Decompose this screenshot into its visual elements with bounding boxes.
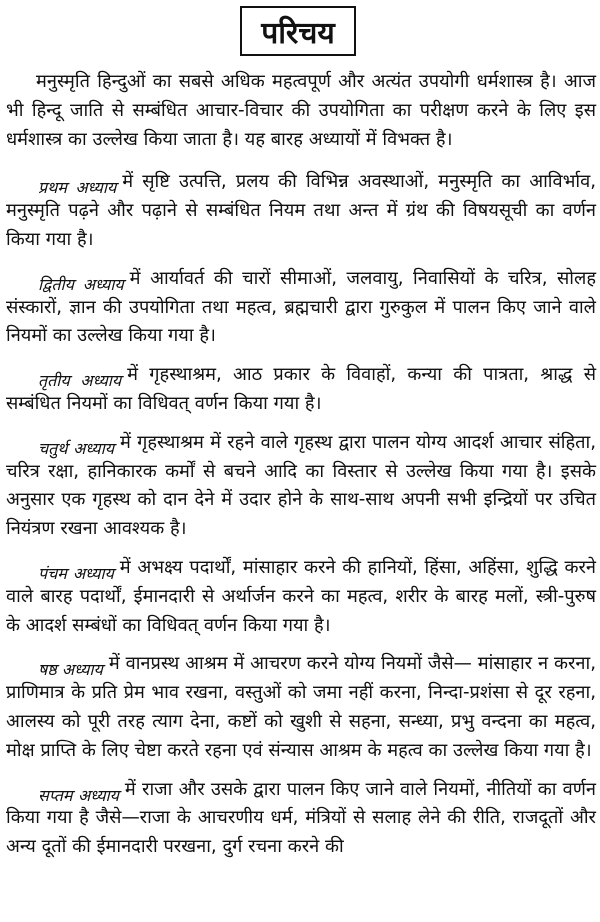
chapter-text: में अभक्ष्य पदार्थों, मांसाहार करने की हानियों, हिंसा, अहिंसा, शुद्धि करने वाले बारह पदार्थों, ईमानदारी से अर्थार्जन करने का महत्व, शरीर के बारह मलों, स्त्री-पुरुष के आदर्श सम्बंधों का विधिवत् वर्णन किया गया है। [6,556,596,636]
chapter-text: में सृष्टि उत्पत्ति, प्रलय की विभिन्न अवस्थाओं, मनुस्मृति का आविर्भाव, मनुस्मृति पढ़ने और पढ़ाने से सम्बंधित नियम तथा अन्त में ग्रंथ की विषयसूची का वर्णन किया गया है। [6,171,596,250]
chapter-text: में आर्यावर्त की चारों सीमाओं, जलवायु, निवासियों के चरित्र, सोलह संस्कारों, ज्ञान की उपयोगिता तथा महत्व, ब्रह्मचारी द्वारा गुरुकुल में पालन किए जाने वाले नियमों का उल्लेख किया गया है। [6,267,597,347]
chapter-label: सप्तम अध्याय [38,785,119,805]
chapter-text: में राजा और उसके द्वारा पालन किए जाने वाले नियमों, नीतियों का वर्णन किया गया है जैसे—राजा के आचरणीय धर्म, मंत्रियों से सलाह लेने की रीति, राजदूतों और अन्य दूतों की ईमानदारी परखना, दुर्ग रचना करने की [6,778,596,858]
chapter-paragraph-2 [6,265,596,351]
chapter-text: में गृहस्थाश्रम, आठ प्रकार के विवाहों, कन्या की पात्रता, श्राद्ध से सम्बंधित नियमों का विधिवत् वर्णन किया गया है। [6,364,597,414]
chapter-label: चतुर्थ अध्याय [38,438,115,458]
intro-paragraph: मनुस्मृति हिन्दुओं का सबसे अधिक महत्वपूर्ण और अत्यंत उपयोगी धर्मशास्त्र है। आज भी हिन्दू जाति से सम्बंधित आचार-विचार की उपयोगिता का परीक्षण करने के लिए इस धर्मशास्त्र का उल्लेख किया जाता है। यह बारह अध्यायों में विभक्त है। [6,71,596,150]
chapter-paragraph-4 [6,429,596,544]
chapter-label: तृतीय अध्याय [38,371,122,391]
chapter-label: षष्ठ अध्याय [38,660,103,680]
page-title: परिचय [240,6,356,56]
chapter-paragraph-5 [6,554,596,640]
chapter-paragraph-3 [6,361,596,419]
chapter-label: द्वितीय अध्याय [38,274,124,294]
chapter-text: में गृहस्थाश्रम में रहने वाले गृहस्थ द्वारा पालन योग्य आदर्श आचार संहिता, चरित्र रक्षा, हानिकारक कर्मों से बचने आदि का विस्तार से उल्लेख किया गया है। इसके अनुसार एक गृहस्थ को दान देने में उदार होने के साथ-साथ अपनी सभी इन्द्रियों पर उचित नियंत्रण रखना आवश्यक है। [6,431,596,540]
chapter-label: पंचम अध्याय [38,563,114,583]
chapter-text: में वानप्रस्थ आश्रम में आचरण करने योग्य नियमों जैसे— मांसाहार न करना, प्राणिमात्र के प्रति प्रेम भाव रखना, वस्तुओं को जमा नहीं करना, निन्दा-प्रशंसा से दूर रहना, आलस्य को पूरी तरह त्याग देना, कष्टों को खुशी से सहना, सन्ध्या, प्रभु वन्दना का महत्व, मोक्ष प्राप्ति के लिए चेष्टा करते रहना एवं संन्यास आश्रम के महत्व का उल्लेख किया गया है। [6,653,596,761]
chapter-paragraph-6 [6,650,596,765]
chapter-label: प्रथम अध्याय [38,178,117,198]
chapter-paragraph-7 [6,776,596,862]
document-body [6,68,596,872]
chapter-paragraph-1 [6,168,596,254]
